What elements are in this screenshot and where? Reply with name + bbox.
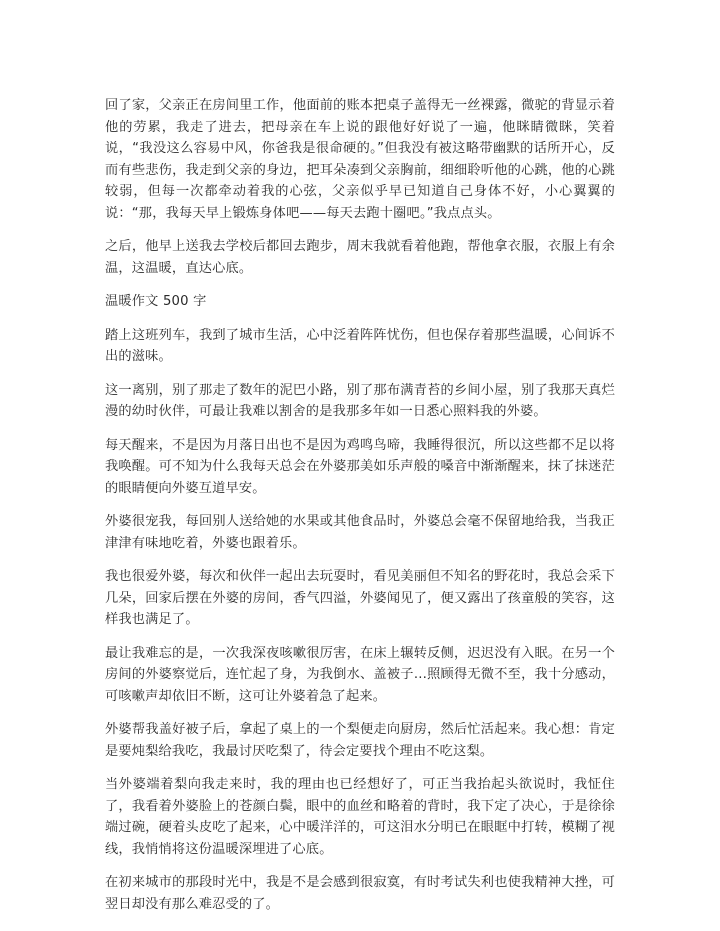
paragraph-5: 每天醒来，不是因为月落日出也不是因为鸡鸣鸟啼，我睡得很沉，所以这些都不足以将我唤醒。可不知为什么我每天总会在外婆那美如乐声般的嗓音中渐渐醒来，抹了抹迷茫的眼睛便向外婆互道早安。 [105,437,615,496]
paragraph-1: 回了家，父亲正在房间里工作，他面前的账本把桌子盖得无一丝裸露，微驼的背显示着他的劳累，我走了进去，把母亲在车上说的跟他好好说了一遍，他眯睛微眯，笑着说，“我没这么容易中风，你爸我是很命硬的。”但我没有被这略带幽默的话所开心，反而有些悲伤，我走到父亲的身边，把耳朵凑到父亲胸前，细细聆听他的心跳，他的心跳较弱，但每一次都牵动着我的心弦，父亲似乎早已知道自己身体不好，小心翼翼的说：“那，我每天早上锻炼身体吧——每天去跑十圈吧。”我点点头。 [105,98,615,221]
paragraph-9: 外婆帮我盖好被子后，拿起了桌上的一个梨便走向厨房，然后忙活起来。我心想：肯定是要炖梨给我吃，我最讨厌吃梨了，待会定要找个理由不吃这梨。 [105,722,615,759]
paragraph-7: 我也很爱外婆，每次和伙伴一起出去玩耍时，看见美丽但不知名的野花时，我总会采下几朵，回家后摆在外婆的房间，香气四溢，外婆闻见了，便又露出了孩童般的笑容，这样我也满足了。 [105,569,615,627]
paragraph-6: 外婆很宠我，每回别人送给她的水果或其他食品时，外婆总会毫不保留地给我，当我正津津有味地吃着，外婆也跟着乐。 [105,514,615,551]
paragraph-4: 这一离别，别了那走了数年的泥巴小路，别了那布满青苔的乡间小屋，别了我那天真烂漫的幼时伙伴，可最让我难以割舍的是我那多年如一日悉心照料我的外婆。 [105,382,615,419]
paragraph-11: 在初来城市的那段时光中，我是不是会感到很寂寞，有时考试失利也使我精神大挫，可翌日却没有那么难忍受的了。 [105,875,615,912]
paragraph-3: 踏上这班列车，我到了城市生活，心中泛着阵阵忧伤，但也保存着那些温暖，心间诉不出的滋味。 [105,327,615,364]
paragraph-8: 最让我难忘的是，一次我深夜咳嗽很厉害，在床上辗转反侧，迟迟没有入眠。在另一个房间的外婆察觉后，连忙起了身，为我倒水、盖被子…照顾得无微不至，我十分感动，可咳嗽声却依旧不断，这可让外婆着急了起来。 [105,645,615,704]
section-heading: 温暖作文 500 字 [105,294,207,309]
paragraph-2: 之后，他早上送我去学校后都回去跑步，周末我就看着他跑，帮他拿衣服，衣服上有余温，这温暖，直达心底。 [105,239,615,276]
article-body [105,95,615,927]
paragraph-10: 当外婆端着梨向我走来时，我的理由也已经想好了，可正当我抬起头欲说时，我怔住了，我看着外婆脸上的苍颜白鬓，眼中的血丝和略着的背时，我下定了决心，于是徐徐端过碗，硬着头皮吃了起来，心中暖洋洋的，可这泪水分明已在眼眶中打转，模糊了视线，我悄悄将这份温暖深埋进了心底。 [105,777,615,857]
